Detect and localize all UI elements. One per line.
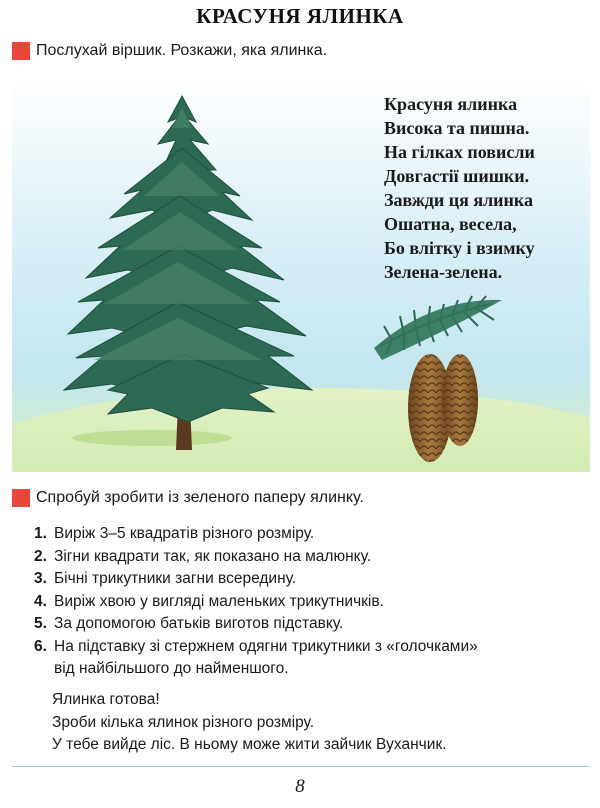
task-listen	[12, 42, 327, 60]
step-number: 6.	[34, 637, 47, 655]
step-number: 5.	[34, 615, 47, 632]
page-title: КРАСУНЯ ЯЛИНКА	[196, 4, 404, 28]
poem	[384, 92, 535, 284]
poem-line: Ошатна, весела,	[384, 214, 517, 234]
step-text: Бічні трикутники загни всередину.	[54, 570, 297, 587]
bottom-divider	[12, 766, 590, 767]
step-number: 2.	[34, 547, 47, 565]
task-listen-text: Послухай віршик. Розкажи, яка ялинка.	[36, 42, 328, 59]
outro-text	[52, 689, 447, 757]
outro-line: У тебе вийде ліс. В ньому може жити зайчик Вуханчик.	[52, 736, 447, 753]
list-item	[34, 636, 478, 659]
task-marker-icon	[12, 489, 30, 507]
list-item	[34, 523, 478, 546]
step-text: від найбільшого до найменшого.	[54, 660, 289, 677]
poem-line: Висока та пишна.	[384, 118, 530, 138]
step-number: 4.	[34, 592, 47, 610]
list-item	[34, 658, 478, 681]
step-text: За допомогою батьків виготов підставку.	[54, 615, 344, 632]
task-marker-icon	[12, 42, 30, 60]
poem-line: Зелена-зелена.	[384, 262, 503, 282]
outro-line: Зроби кілька ялинок різного розміру.	[52, 713, 315, 731]
craft-steps	[34, 523, 478, 681]
poem-line: На гілках повисли	[384, 142, 535, 162]
list-item	[34, 613, 478, 636]
step-text: На підставку зі стержнем одягни трикутники з «голочками»	[54, 637, 478, 655]
list-item	[34, 591, 478, 614]
poem-line: Бо влітку і взимку	[384, 238, 535, 258]
task-craft-text: Спробуй зробити із зеленого паперу ялинку.	[36, 489, 364, 506]
outro-line: Ялинка готова!	[52, 691, 160, 708]
step-text: Зігни квадрати так, як показано на малюнку.	[54, 547, 372, 565]
step-text: Виріж хвою у вигляді маленьких трикутничків.	[54, 592, 384, 610]
step-text: Виріж 3–5 квадратів різного розміру.	[54, 525, 315, 542]
step-number: 1.	[34, 525, 47, 542]
page-number: 8	[295, 776, 305, 797]
step-number	[34, 658, 54, 681]
poem-line: Довгастії шишки.	[384, 166, 530, 186]
task-craft	[12, 489, 364, 507]
step-number: 3.	[34, 570, 47, 587]
list-item	[34, 546, 478, 569]
poem-line: Красуня ялинка	[384, 94, 518, 114]
list-item	[34, 568, 478, 591]
poem-line: Завжди ця ялинка	[384, 190, 534, 210]
